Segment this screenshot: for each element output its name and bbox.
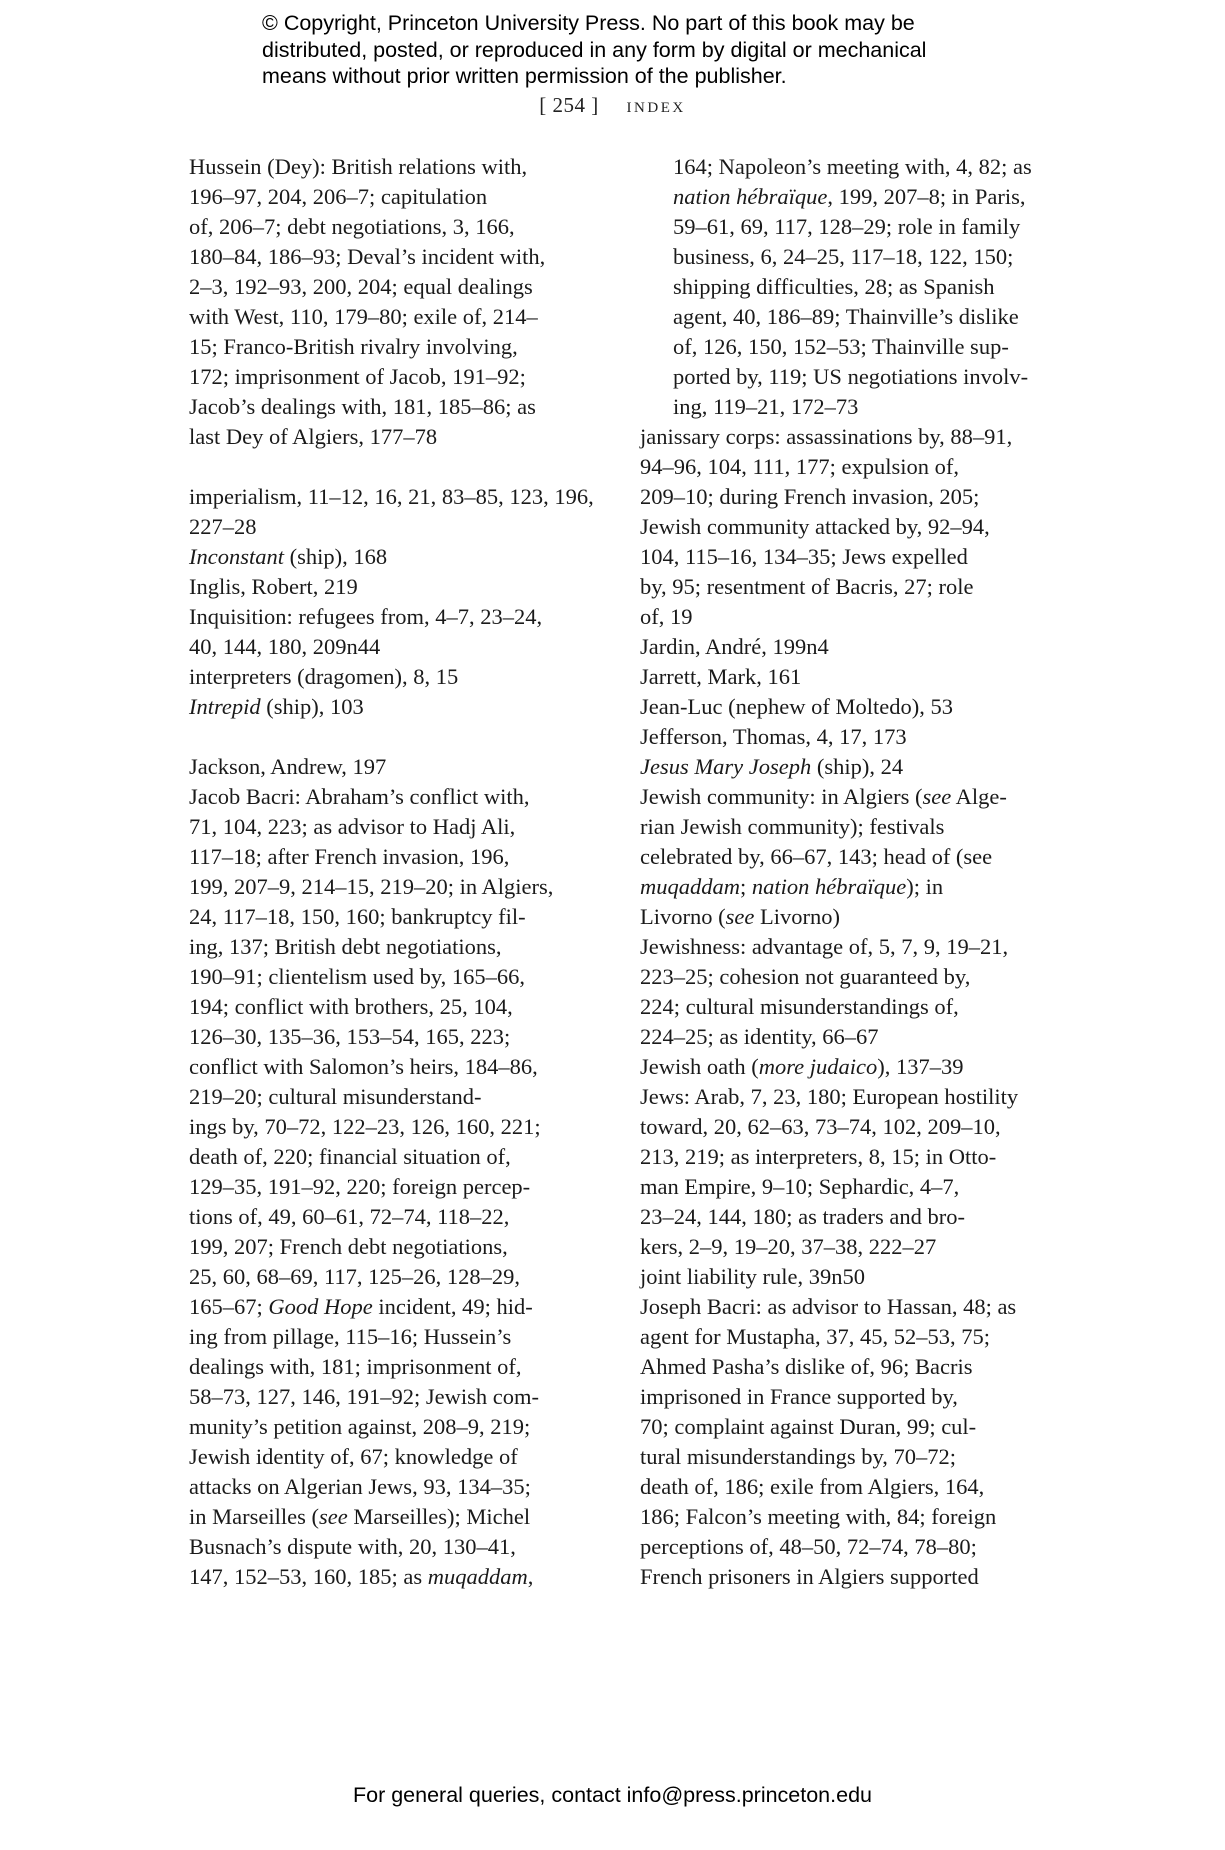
index-entry [189,752,609,782]
index-entry-line: 23–24, 144, 180; as traders and bro- [640,1204,965,1229]
index-entry-line: Jacob Bacri: Abraham’s conflict with, [189,784,530,809]
index-entry-line: 227–28 [189,514,257,539]
index-entry-line: of, 19 [640,604,693,629]
index-entry-line: conflict with Salomon’s heirs, 184–86, [189,1054,538,1079]
index-entry-line: celebrated by, 66–67, 143; head of (see [640,844,993,869]
index-entry-line: of, 126, 150, 152–53; Thainville sup- [673,334,1009,359]
index-entry-line: French prisoners in Algiers supported [640,1564,979,1589]
index-entry-line: 172; imprisonment of Jacob, 191–92; [189,364,526,389]
index-entry-line: 219–20; cultural misunderstand- [189,1084,482,1109]
index-entry-line: toward, 20, 62–63, 73–74, 102, 209–10, [640,1114,1001,1139]
index-entry [640,662,1065,692]
index-entry [189,602,609,662]
index-entry-line: joint liability rule, 39n50 [640,1264,865,1289]
index-entry-line: Busnach’s dispute with, 20, 130–41, [189,1534,516,1559]
index-entry-line: ing, 137; British debt negotiations, [189,934,502,959]
index-entry-line: rian Jewish community); festivals [640,814,945,839]
index-entry-line: Jacob’s dealings with, 181, 185–86; as [189,394,536,419]
index-entry-line: ing, 119–21, 172–73 [673,394,859,419]
index-entry-line: Joseph Bacri: as advisor to Hassan, 48; as [640,1294,1017,1319]
index-entry-line: Hussein (Dey): British relations with, [189,154,528,179]
index-entry [640,752,1065,782]
index-entry [189,482,609,542]
index-entry [640,1262,1065,1292]
index-entry-line: Jackson, Andrew, 197 [189,754,387,779]
index-entry-line: 199, 207–9, 214–15, 219–20; in Algiers, [189,874,554,899]
index-entry [640,632,1065,662]
index-entry-line: Jean-Luc (nephew of Moltedo), 53 [640,694,954,719]
index-column-left [189,152,609,1592]
index-entry-line: 70; complaint against Duran, 99; cul- [640,1414,977,1439]
index-entry-line: nation hébraïque, 199, 207–8; in Paris, [673,184,1026,209]
index-entry-line: Inglis, Robert, 219 [189,574,358,599]
index-entry-line: with West, 110, 179–80; exile of, 214– [189,304,538,329]
index-entry-line: 2–3, 192–93, 200, 204; equal dealings [189,274,533,299]
index-entry-line: 186; Falcon’s meeting with, 84; foreign [640,1504,997,1529]
index-entry [640,152,1065,422]
index-entry-line: tural misunderstandings by, 70–72; [640,1444,957,1469]
index-entry-line: Jews: Arab, 7, 23, 180; European hostility [640,1084,1019,1109]
index-entry-line: 25, 60, 68–69, 117, 125–26, 128–29, [189,1264,521,1289]
index-entry [189,692,609,722]
index-entry-line: Ahmed Pasha’s dislike of, 96; Bacris [640,1354,973,1379]
index-entry-line: 117–18; after French invasion, 196, [189,844,510,869]
index-entry-line: Jardin, André, 199n4 [640,634,829,659]
index-entry-line: Livorno (see Livorno) [640,904,840,929]
index-entry-line: 71, 104, 223; as advisor to Hadj Ali, [189,814,516,839]
index-entry-line: 94–96, 104, 111, 177; expulsion of, [640,454,959,479]
index-entry-line: 104, 115–16, 134–35; Jews expelled [640,544,968,569]
index-entry-line: Jewish oath (more judaico), 137–39 [640,1054,964,1079]
index-entry-line: by, 95; resentment of Bacris, 27; role [640,574,974,599]
index-entry-line: 40, 144, 180, 209n44 [189,634,381,659]
index-entry [189,542,609,572]
index-entry [640,1292,1065,1592]
running-head [0,93,1225,118]
copyright-notice [262,10,1042,90]
index-entry-line: imperialism, 11–12, 16, 21, 83–85, 123, 196, [189,484,594,509]
running-head-title: index [626,93,686,117]
index-entry-line: dealings with, 181; imprisonment of, [189,1354,522,1379]
index-entry-line: Inquisition: refugees from, 4–7, 23–24, [189,604,543,629]
index-entry-line: 196–97, 204, 206–7; capitulation [189,184,488,209]
index-entry-line: kers, 2–9, 19–20, 37–38, 222–27 [640,1234,937,1259]
index-entry-line: agent, 40, 186–89; Thainville’s dislike [673,304,1019,329]
index-entry-line: Jewish community: in Algiers (see Alge- [640,784,1007,809]
index-entry-line: Jarrett, Mark, 161 [640,664,802,689]
index-entry-line: 223–25; cohesion not guaranteed by, [640,964,971,989]
index-entry-line: imprisoned in France supported by, [640,1384,958,1409]
index-entry-line: 213, 219; as interpreters, 8, 15; in Otto- [640,1144,997,1169]
index-entry-line: 224; cultural misunderstandings of, [640,994,959,1019]
index-entry-line: death of, 186; exile from Algiers, 164, [640,1474,985,1499]
index-entry-line: 209–10; during French invasion, 205; [640,484,980,509]
index-entry-line: Intrepid (ship), 103 [189,694,364,719]
index-entry-line: man Empire, 9–10; Sephardic, 4–7, [640,1174,960,1199]
index-entry-line: Inconstant (ship), 168 [189,544,388,569]
index-entry-line: Jefferson, Thomas, 4, 17, 173 [640,724,907,749]
index-entry-line: 129–35, 191–92, 220; foreign percep- [189,1174,531,1199]
index-entry [640,722,1065,752]
index-entry-line: ing from pillage, 115–16; Hussein’s [189,1324,512,1349]
index-entry-line: 190–91; clientelism used by, 165–66, [189,964,526,989]
copyright-line: means without prior written permission of the publisher. [262,64,787,88]
index-entry-line: interpreters (dragomen), 8, 15 [189,664,459,689]
index-entry-line: tions of, 49, 60–61, 72–74, 118–22, [189,1204,510,1229]
index-entry-line: 164; Napoleon’s meeting with, 4, 82; as [673,154,1032,179]
index-entry-line: 199, 207; French debt negotiations, [189,1234,508,1259]
index-entry-line: agent for Mustapha, 37, 45, 52–53, 75; [640,1324,990,1349]
page-number: [ 254 ] [539,93,599,117]
index-entry [189,152,609,452]
index-entry [640,422,1065,632]
index-entry-line: 59–61, 69, 117, 128–29; role in family [673,214,1021,239]
index-entry-line: in Marseilles (see Marseilles); Michel [189,1504,531,1529]
index-entry-line: janissary corps: assassinations by, 88–91, [640,424,1013,449]
index-entry-line: 165–67; Good Hope incident, 49; hid- [189,1294,533,1319]
index-entry-line: 24, 117–18, 150, 160; bankruptcy fil- [189,904,526,929]
index-entry-line: Jewish identity of, 67; knowledge of [189,1444,518,1469]
index-entry-line: 58–73, 127, 146, 191–92; Jewish com- [189,1384,539,1409]
index-entry-line: Jesus Mary Joseph (ship), 24 [640,754,904,779]
index-entry [189,662,609,692]
index-entry [640,782,1065,932]
index-entry-line: 147, 152–53, 160, 185; as muqaddam, [189,1564,534,1589]
index-entry-line: 180–84, 186–93; Deval’s incident with, [189,244,546,269]
index-entry [640,692,1065,722]
index-entry-line: shipping difficulties, 28; as Spanish [673,274,995,299]
index-entry [189,572,609,602]
footer-contact: For general queries, contact info@press.princeton.edu [352,1783,872,1807]
index-entry-line: 224–25; as identity, 66–67 [640,1024,879,1049]
index-entry-line: 126–30, 135–36, 153–54, 165, 223; [189,1024,511,1049]
index-entry-line: business, 6, 24–25, 117–18, 122, 150; [673,244,1014,269]
index-entry [640,932,1065,1052]
index-entry-line: Jewish community attacked by, 92–94, [640,514,990,539]
index-entry-line: of, 206–7; debt negotiations, 3, 166, [189,214,515,239]
index-entry-line: last Dey of Algiers, 177–78 [189,424,438,449]
index-entry-line: perceptions of, 48–50, 72–74, 78–80; [640,1534,977,1559]
index-entry-line: 15; Franco-British rivalry involving, [189,334,518,359]
index-entry-line: attacks on Algerian Jews, 93, 134–35; [189,1474,531,1499]
copyright-line: distributed, posted, or reproduced in any form by digital or mechanical [262,37,927,62]
index-column-right [640,152,1065,1592]
index-entry-line: Jewishness: advantage of, 5, 7, 9, 19–21, [640,934,1009,959]
index-entry-line: muqaddam; nation hébraïque); in [640,874,944,899]
index-entry-line: munity’s petition against, 208–9, 219; [189,1414,531,1439]
copyright-line: © Copyright, Princeton University Press. No part of this book may be [262,11,915,35]
index-entry [189,782,609,1592]
index-entry-line: 194; conflict with brothers, 25, 104, [189,994,513,1019]
index-entry [640,1082,1065,1262]
index-entry-line: ings by, 70–72, 122–23, 126, 160, 221; [189,1114,541,1139]
index-entry-line: death of, 220; financial situation of, [189,1144,511,1169]
index-entry [640,1052,1065,1082]
index-entry-line: ported by, 119; US negotiations involv- [673,364,1029,389]
